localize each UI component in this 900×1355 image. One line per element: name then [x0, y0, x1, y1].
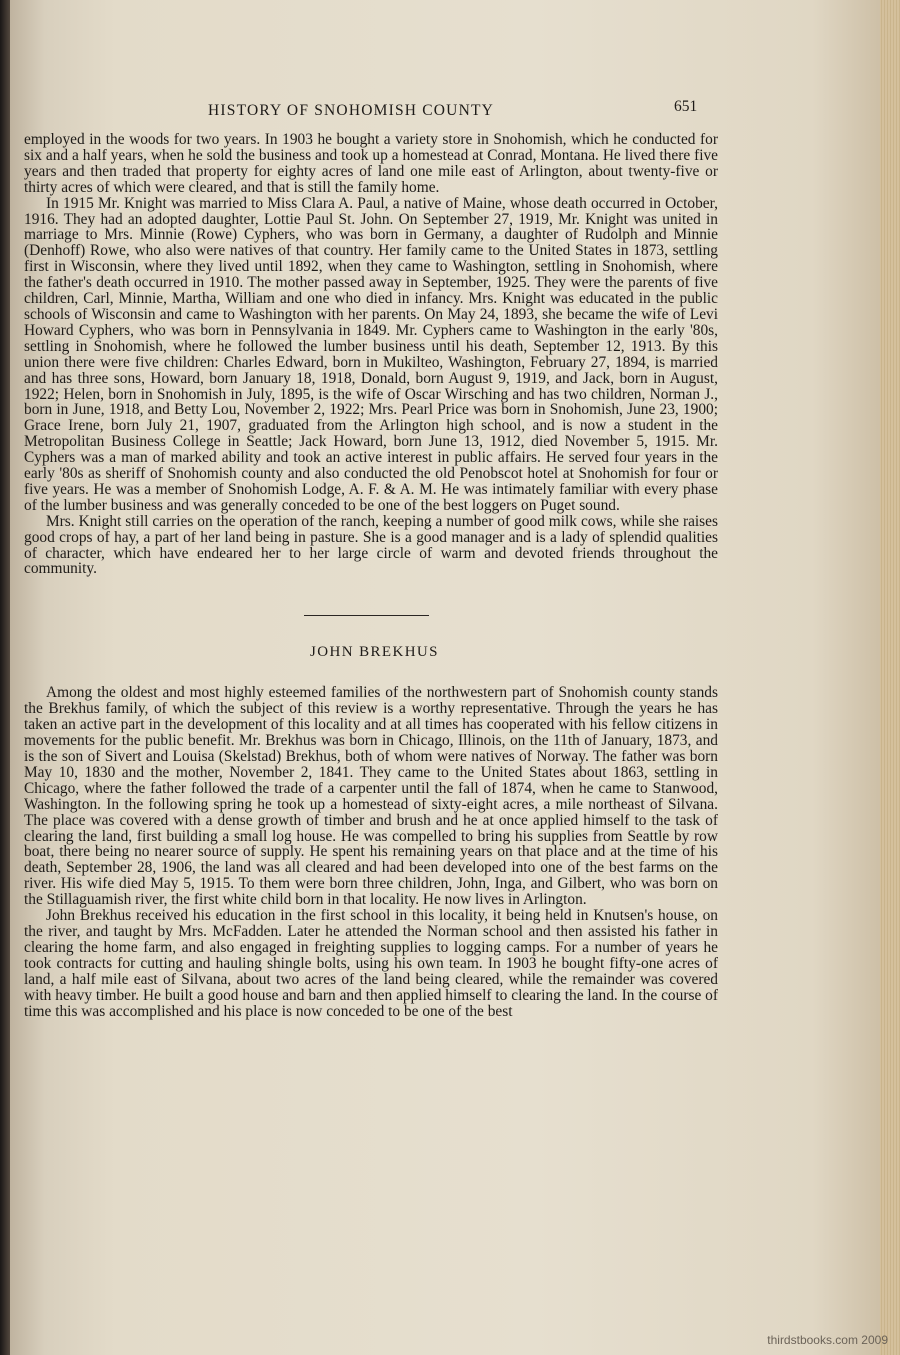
running-title: HISTORY OF SNOHOMISH COUNTY	[208, 102, 495, 119]
page-content	[24, 92, 718, 1019]
page-edges	[880, 0, 900, 1355]
paragraph-family-history: Among the oldest and most highly esteemed families of the northwestern part of Snohomish county stands the Brekhus family, of which the subject of this review is a worthy representative. Through the years he has taken an active part in the development of this locality and at all times has cooperated with his fellow citizens in movements for the public benefit. Mr. Brekhus was born in Chicago, Illinois, on the 11th of January, 1873, and is the son of Sivert and Louisa (Skelstad) Brekhus, both of whom were natives of Norway. The father was born May 10, 1830 and the mother, November 2, 1841. They came to the United States about 1863, settling in Chicago, where the father followed the trade of a carpenter until the fall of 1874, when he came to Stanwood, Washington. In the following spring he took up a homestead of sixty-eight acres, a mile northeast of Silvana. The place was covered with a dense growth of timber and brush and he at once applied himself to the task of clearing the land, first building a small log house. He was compelled to bring his supplies from Seattle by row boat, there being no nearer source of supply. He spent his remaining years on that place and at the time of his death, September 28, 1906, the land was all cleared and had been developed into one of the best farms on the river. His wife died May 5, 1915. To them were born three children, John, Inga, and Gilbert, who was born on the Stillaguamish river, the first white child born in that locality. He now lives in Arlington.	[24, 684, 718, 909]
paragraph-ranch: Mrs. Knight still carries on the operation of the ranch, keeping a number of good milk cows, while she raises good crops of hay, a part of her land being in pasture. She is a good manager and is a lady of splendid qualities of character, which have endeared her to her large circle of warm and devoted friends throughout the community.	[24, 512, 718, 578]
page-number: 651	[674, 98, 698, 115]
section-body	[24, 685, 718, 1019]
page-header	[24, 92, 718, 132]
paragraph-education: John Brekhus received his education in the first school in this locality, it being held in Knutsen's house, on the river, and taught by Mrs. McFadden. Later he attended the Norman school and then assisted his father in clearing the home farm, and also engaged in freighting supplies to logging camps. For a number of years he took contracts for cutting and hauling shingle bolts, using his own team. In 1903 he bought fifty-one acres of land, a half mile east of Silvana, about two acres of the land being cleared, while the remainder was covered with heavy timber. He built a good house and barn and then applied himself to clearing the land. In the course of time this was accomplished and his place is now conceded to be one of the best	[24, 907, 718, 1020]
paragraph-marriage: In 1915 Mr. Knight was married to Miss Clara A. Paul, a native of Maine, whose death occurred in October, 1916. They had an adopted daughter, Lottie Paul St. John. On September 27, 1919, Mr. Knight was united in marriage to Mrs. Minnie (Rowe) Cyphers, who was born in Germany, a daughter of Rudolph and Minnie (Denhoff) Rowe, who also were natives of that country. Her family came to the United States in 1873, settling first in Wisconsin, where they lived until 1892, when they came to Washington, settling in Snohomish, where the father's death occurred in 1910. The mother passed away in September, 1925. They were the parents of five children, Carl, Minnie, Martha, William and one who died in infancy. Mrs. Knight was educated in the public schools of Wisconsin and came to Washington with her parents. On May 24, 1893, she became the wife of Levi Howard Cyphers, who was born in Pennsylvania in 1849. Mr. Cyphers came to Washington in the early '80s, settling in Snohomish, where he followed the lumber business until his death, September 12, 1913. By this union there were five children: Charles Edward, born in Mukilteo, Washington, February 27, 1894, is married and has three sons, Howard, born January 18, 1918, Donald, born August 9, 1919, and Jack, born in August, 1922; Helen, born in Snohomish in July, 1895, is the wife of Oscar Wirsching and has two children, Norman J., born in June, 1918, and Betty Lou, November 2, 1922; Mrs. Pearl Price was born in Snohomish, June 23, 1900; Grace Irene, born July 21, 1907, graduated from the Arlington high school, and is now a student in the Metropolitan Business College in Seattle; Jack Howard, born June 13, 1912, died November 5, 1915. Mr. Cyphers was a man of marked ability and took an active interest in public affairs. He served four years in the early '80s as sheriff of Snohomish county and also conducted the old Penobscot hotel at Snohomish for four or five years. He was a member of Snohomish Lodge, A. F. & A. M. He was intimately familiar with every phase of the lumber business and was generally conceded to be one of the best loggers on Puget sound.	[24, 194, 718, 514]
paragraph-continued: employed in the woods for two years. In 1903 he bought a variety store in Snohomish, which he conducted for six and a half years, when he sold the business and took up a homestead at Conrad, Montana. He lived there five years and then traded that property for eighty acres of land one mile east of Arlington, about twenty-five or thirty acres of which were cleared, and that is still the family home.	[24, 131, 718, 196]
section-divider	[304, 615, 429, 616]
section-title: JOHN BREKHUS	[310, 644, 439, 661]
watermark: thirdstbooks.com 2009	[767, 1333, 888, 1347]
